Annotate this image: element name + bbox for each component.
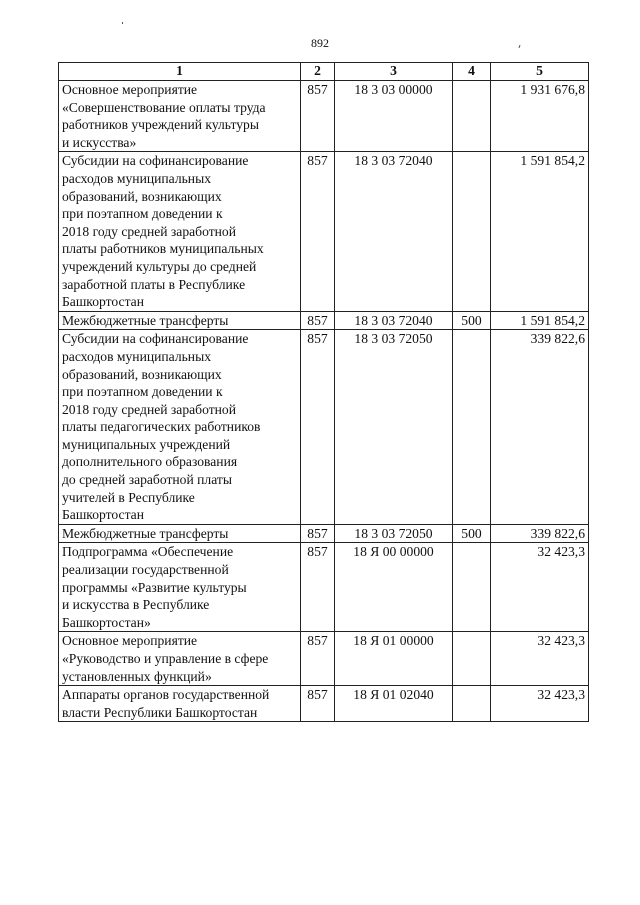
row-name-line: «Совершенствование оплаты труда [62, 99, 266, 115]
header-col-1: 1 [59, 63, 301, 81]
row-name-line: расходов муниципальных [62, 348, 212, 364]
row-target-code: 18 3 03 72050 [335, 524, 453, 543]
row-name [59, 330, 301, 525]
row-expense-kind [453, 632, 491, 686]
row-name-line: платы работников муниципальных [62, 241, 264, 257]
header-row [59, 63, 589, 81]
row-name-line: при поэтапном доведении к [62, 206, 223, 222]
row-name-line: Башкортостан [62, 294, 144, 310]
row-name-line: при поэтапном доведении к [62, 384, 223, 400]
row-name-line: образований, возникающих [62, 188, 222, 204]
row-ministry-code: 857 [301, 81, 335, 152]
row-target-code: 18 Я 01 00000 [335, 632, 453, 686]
row-ministry-code: 857 [301, 632, 335, 686]
row-target-code: 18 3 03 72040 [335, 311, 453, 330]
row-name-line: Башкортостан» [62, 614, 151, 630]
row-target-code: 18 3 03 00000 [335, 81, 453, 152]
row-name-line: реализации государственной [62, 562, 229, 578]
row-name-line: учреждений культуры до средней [62, 258, 257, 274]
header-col-3: 3 [335, 63, 453, 81]
table-row [59, 543, 589, 632]
header-col-5: 5 [491, 63, 589, 81]
row-name-line: и искусства» [62, 134, 137, 150]
row-name-line: Межбюджетные трансферты [62, 525, 229, 541]
row-amount: 32 423,3 [491, 543, 589, 632]
budget-table [58, 62, 589, 722]
row-expense-kind [453, 543, 491, 632]
row-name-line: до средней заработной платы [62, 472, 232, 488]
row-name-line: заработной платы в Республике [62, 276, 246, 292]
row-target-code: 18 3 03 72050 [335, 330, 453, 525]
row-name-line: Подпрограмма «Обеспечение [62, 544, 234, 560]
row-ministry-code: 857 [301, 524, 335, 543]
row-expense-kind: 500 [453, 311, 491, 330]
row-ministry-code: 857 [301, 686, 335, 722]
row-name-line: 2018 году средней заработной [62, 401, 236, 417]
row-name-line: программы «Развитие культуры [62, 579, 247, 595]
row-name-line: платы педагогических работников [62, 419, 261, 435]
header-col-2: 2 [301, 63, 335, 81]
row-name-line: образований, возникающих [62, 366, 222, 382]
row-ministry-code: 857 [301, 330, 335, 525]
row-amount: 32 423,3 [491, 632, 589, 686]
table-row [59, 524, 589, 543]
row-name-line: работников учреждений культуры [62, 117, 259, 133]
row-ministry-code: 857 [301, 152, 335, 311]
row-ministry-code: 857 [301, 543, 335, 632]
row-amount: 1 591 854,2 [491, 311, 589, 330]
row-amount: 1 931 676,8 [491, 81, 589, 152]
row-target-code: 18 3 03 72040 [335, 152, 453, 311]
row-name-line: «Руководство и управление в сфере [62, 651, 269, 666]
row-name [59, 543, 301, 632]
row-name-line: Аппараты органов государственной [62, 687, 270, 703]
table-header [59, 63, 589, 81]
row-amount: 32 423,3 [491, 686, 589, 722]
row-name-line: Основное мероприятие [62, 82, 198, 97]
row-name [59, 686, 301, 722]
row-name [59, 524, 301, 543]
header-col-4: 4 [453, 63, 491, 81]
page-number: 892 [311, 36, 329, 50]
row-name-line: и искусства в Республике [62, 597, 210, 613]
row-expense-kind [453, 330, 491, 525]
table-row [59, 632, 589, 686]
row-name-line: 2018 году средней заработной [62, 223, 236, 239]
row-expense-kind [453, 686, 491, 722]
table-row [59, 81, 589, 152]
table-row [59, 152, 589, 311]
row-name-line: Межбюджетные трансферты [62, 312, 229, 328]
row-name-line: муниципальных учреждений [62, 436, 231, 452]
row-name [59, 152, 301, 311]
row-amount: 339 822,6 [491, 524, 589, 543]
row-name-line: Основное мероприятие [62, 633, 198, 649]
table-body [59, 81, 589, 722]
row-expense-kind [453, 152, 491, 311]
row-name [59, 632, 301, 686]
row-expense-kind: 500 [453, 524, 491, 543]
row-name-line: установленных функций» [62, 668, 212, 684]
row-name-line: власти Республики Башкортостан [62, 704, 258, 720]
row-name-line: Субсидии на софинансирование [62, 153, 249, 169]
table-row [59, 311, 589, 330]
row-ministry-code: 857 [301, 311, 335, 330]
row-name-line: расходов муниципальных [62, 170, 212, 186]
table-row [59, 686, 589, 722]
row-amount: 1 591 854,2 [491, 152, 589, 311]
row-name-line: дополнительного образования [62, 454, 238, 470]
scan-speck [122, 22, 123, 24]
row-name-line: Башкортостан [62, 507, 144, 523]
row-name [59, 311, 301, 330]
row-name-line: Субсидии на софинансирование [62, 331, 249, 347]
row-target-code: 18 Я 00 00000 [335, 543, 453, 632]
row-name-line: учителей в Республике [62, 489, 195, 505]
row-amount: 339 822,6 [491, 330, 589, 525]
row-target-code: 18 Я 01 02040 [335, 686, 453, 722]
row-name [59, 81, 301, 152]
row-expense-kind [453, 81, 491, 152]
table-row [59, 330, 589, 525]
